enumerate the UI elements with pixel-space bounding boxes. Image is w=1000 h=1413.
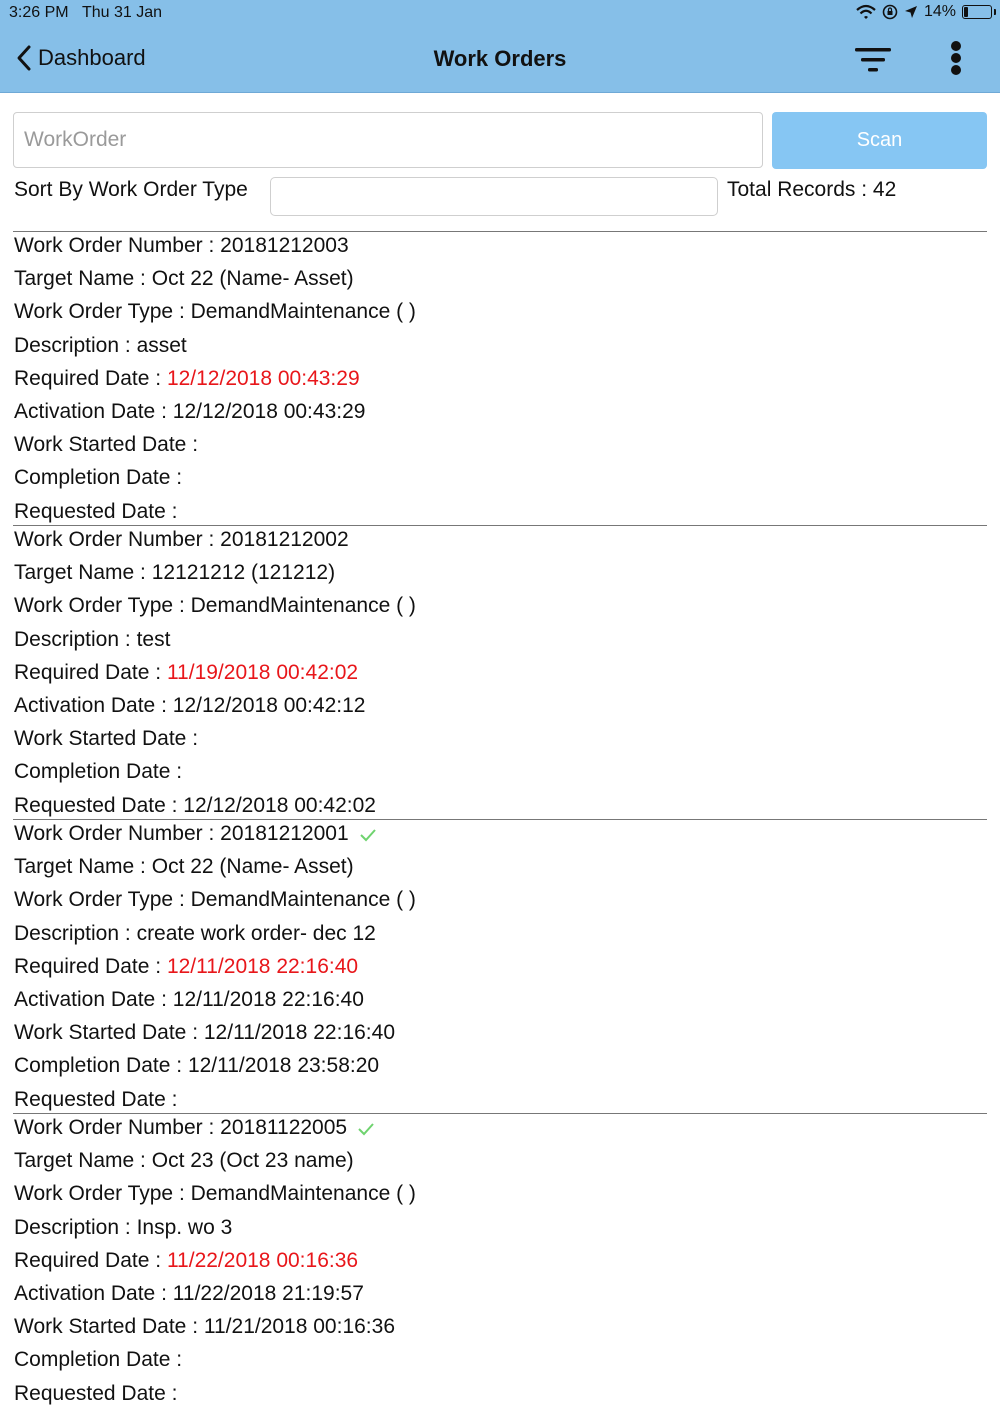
field-required <box>13 1247 987 1280</box>
separator: : <box>170 1054 188 1078</box>
field-value: 20181122005 <box>220 1116 348 1139</box>
separator: : <box>202 1116 221 1139</box>
field-number <box>13 526 987 559</box>
battery-tip <box>994 9 996 15</box>
field-activation <box>13 986 987 1019</box>
separator: : <box>149 366 167 390</box>
field-label: Work Order Number <box>14 234 203 257</box>
separator: : <box>186 433 199 457</box>
field-target <box>13 559 987 592</box>
field-label: Target Name <box>14 561 135 585</box>
field-label: Requested Date <box>14 793 166 817</box>
field-label: Completion Date <box>14 1348 171 1372</box>
separator: : <box>134 561 152 585</box>
field-label: Work Started Date <box>14 1021 187 1045</box>
field-label: Requested Date <box>14 1381 166 1405</box>
field-required <box>13 365 987 398</box>
field-value: 12/12/2018 00:42:12 <box>172 693 366 717</box>
field-value: 20181212001 <box>220 822 349 845</box>
back-button[interactable] <box>14 44 146 72</box>
field-work-started <box>13 725 987 758</box>
separator: : <box>173 888 191 912</box>
separator: : <box>173 594 191 618</box>
field-type <box>13 592 987 625</box>
field-label: Activation Date <box>14 693 156 717</box>
sort-label: Sort By Work Order Type <box>14 178 248 201</box>
more-options-button[interactable] <box>938 40 974 80</box>
field-type <box>13 886 987 919</box>
field-label: Work Order Type <box>14 888 174 912</box>
field-activation <box>13 398 987 431</box>
field-label: Description <box>14 921 120 945</box>
field-value: 11/22/2018 00:16:36 <box>166 1248 359 1272</box>
navigation-bar <box>0 26 1000 93</box>
field-value: DemandMaintenance ( ) <box>190 888 416 912</box>
field-label: Work Order Type <box>14 300 174 324</box>
field-value: asset <box>136 333 187 357</box>
separator: : <box>186 727 199 751</box>
field-activation <box>13 1280 987 1313</box>
separator: : <box>119 627 137 651</box>
field-completion <box>13 1346 987 1379</box>
field-value: 12/11/2018 22:16:40 <box>203 1021 395 1045</box>
field-type <box>13 298 987 331</box>
field-target <box>13 265 987 298</box>
field-value: 11/21/2018 00:16:36 <box>203 1315 395 1339</box>
separator: : <box>202 822 221 845</box>
location-arrow-icon <box>904 5 918 19</box>
field-label: Activation Date <box>14 399 156 423</box>
field-label: Required Date <box>14 954 150 978</box>
field-label: Work Order Number <box>14 1116 203 1139</box>
back-label: Dashboard <box>38 45 146 70</box>
total-records-label: Total Records <box>727 178 856 201</box>
field-label: Activation Date <box>14 1281 156 1305</box>
field-label: Completion Date <box>14 466 171 490</box>
separator: : <box>134 267 152 291</box>
separator: : <box>155 399 173 423</box>
field-value: Oct 23 (Oct 23 name) <box>151 1149 354 1173</box>
battery-icon <box>962 5 992 19</box>
separator: : <box>202 528 221 551</box>
field-value: 12/11/2018 22:16:40 <box>172 987 364 1011</box>
field-requested <box>13 1380 987 1413</box>
field-value: Oct 22 (Name- Asset) <box>151 267 354 291</box>
field-label: Work Order Type <box>14 594 174 618</box>
field-value: 11/22/2018 21:19:57 <box>172 1281 364 1305</box>
field-type <box>13 1180 987 1213</box>
completed-check-icon <box>357 1122 375 1136</box>
field-value: 12/11/2018 22:16:40 <box>166 954 359 978</box>
field-work-started <box>13 1313 987 1346</box>
filter-icon <box>852 44 896 76</box>
work-order-item[interactable] <box>13 819 987 1113</box>
battery-level <box>964 7 968 17</box>
completed-check-icon <box>359 828 377 842</box>
field-label: Required Date <box>14 366 150 390</box>
separator: : <box>149 954 167 978</box>
lock-rotation-icon <box>882 4 898 20</box>
field-completion <box>13 1052 987 1085</box>
field-label: Description <box>14 627 120 651</box>
field-label: Completion Date <box>14 1054 171 1078</box>
separator: : <box>155 1281 173 1305</box>
field-label: Work Order Number <box>14 822 203 845</box>
field-value: 12121212 (121212) <box>151 561 336 585</box>
separator: : <box>170 1348 183 1372</box>
chevron-left-icon <box>14 44 34 72</box>
field-label: Work Started Date <box>14 1315 187 1339</box>
field-value: test <box>136 627 171 651</box>
field-label: Activation Date <box>14 987 156 1011</box>
separator: : <box>119 1215 137 1239</box>
separator: : <box>155 693 173 717</box>
field-description <box>13 920 987 953</box>
separator: : <box>202 234 221 257</box>
field-label: Required Date <box>14 1248 150 1272</box>
field-label: Requested Date <box>14 499 166 523</box>
field-label: Work Started Date <box>14 433 187 457</box>
separator: : <box>170 466 183 490</box>
wifi-icon <box>856 4 876 20</box>
separator: : <box>173 300 191 324</box>
field-value: 20181212003 <box>220 234 349 257</box>
field-value: 11/19/2018 00:42:02 <box>166 660 359 684</box>
status-bar <box>0 0 1000 26</box>
more-vertical-icon <box>938 40 974 80</box>
separator: : <box>149 1248 167 1272</box>
field-label: Description <box>14 333 120 357</box>
scan-button[interactable]: Scan <box>772 112 987 169</box>
status-indicators <box>856 3 992 21</box>
field-work-started <box>13 431 987 464</box>
field-value: create work order- dec 12 <box>136 921 376 945</box>
separator: : <box>149 660 167 684</box>
battery-percent: 14% <box>923 3 956 20</box>
separator: : <box>134 855 152 879</box>
page-title: Work Orders <box>433 46 567 71</box>
total-records-value: 42 <box>872 178 897 201</box>
field-target <box>13 1147 987 1180</box>
field-label: Target Name <box>14 1149 135 1173</box>
separator: : <box>119 921 137 945</box>
field-value: 12/11/2018 23:58:20 <box>187 1054 380 1078</box>
field-required <box>13 659 987 692</box>
sort-type-select[interactable] <box>270 177 718 216</box>
field-label: Completion Date <box>14 760 171 784</box>
field-label: Work Order Type <box>14 1182 174 1206</box>
field-value: 12/12/2018 00:42:02 <box>183 793 376 817</box>
status-time: 3:26 PM <box>9 4 69 21</box>
field-description <box>13 1214 987 1247</box>
field-completion <box>13 464 987 497</box>
field-activation <box>13 692 987 725</box>
work-order-list[interactable] <box>0 231 1000 1405</box>
status-date: Thu 31 Jan <box>81 4 162 21</box>
work-order-item[interactable] <box>13 525 987 819</box>
separator: : <box>165 1087 178 1111</box>
status-time-date <box>9 4 162 22</box>
field-label: Required Date <box>14 660 150 684</box>
separator: : <box>165 499 178 523</box>
filter-button[interactable] <box>852 44 896 76</box>
separator: : <box>119 333 137 357</box>
workorder-search-input[interactable] <box>13 112 763 168</box>
field-description <box>13 626 987 659</box>
field-label: Work Order Number <box>14 528 203 551</box>
field-value: DemandMaintenance ( ) <box>190 594 416 618</box>
separator: : <box>165 1381 178 1405</box>
field-value: 20181212002 <box>220 528 349 551</box>
total-records <box>727 178 896 202</box>
work-order-item[interactable] <box>13 231 987 525</box>
field-number <box>13 232 987 265</box>
field-description <box>13 332 987 365</box>
field-value: DemandMaintenance ( ) <box>190 1182 416 1206</box>
separator: : <box>155 987 173 1011</box>
field-value: DemandMaintenance ( ) <box>190 300 416 324</box>
work-order-item[interactable] <box>13 1113 987 1407</box>
field-value: Insp. wo 3 <box>136 1215 233 1239</box>
separator: : <box>173 1182 191 1206</box>
field-value: 12/12/2018 00:43:29 <box>172 399 366 423</box>
field-number <box>13 1114 987 1147</box>
field-label: Description <box>14 1215 120 1239</box>
field-completion <box>13 758 987 791</box>
field-target <box>13 853 987 886</box>
separator: : <box>186 1021 204 1045</box>
field-number <box>13 820 987 853</box>
field-value: Oct 22 (Name- Asset) <box>151 855 354 879</box>
field-value: 12/12/2018 00:43:29 <box>166 366 360 390</box>
field-work-started <box>13 1019 987 1052</box>
field-required <box>13 953 987 986</box>
field-label: Requested Date <box>14 1087 166 1111</box>
separator: : <box>170 760 183 784</box>
separator: : <box>134 1149 152 1173</box>
separator: : <box>186 1315 204 1339</box>
field-label: Target Name <box>14 855 135 879</box>
separator: : <box>165 793 184 817</box>
field-label: Work Started Date <box>14 727 187 751</box>
field-label: Target Name <box>14 267 135 291</box>
separator: : <box>861 178 868 201</box>
